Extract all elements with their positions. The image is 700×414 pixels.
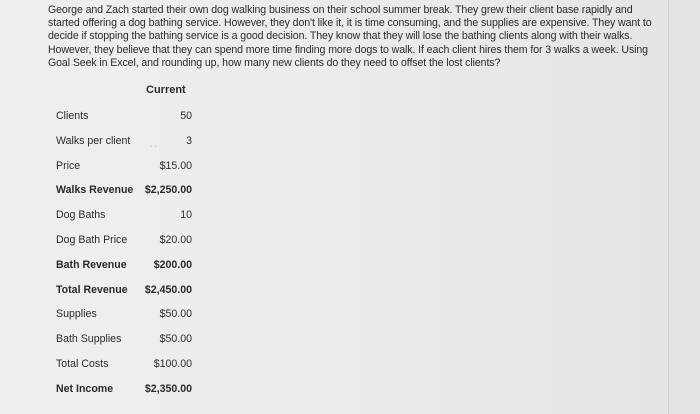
question-line: George and Zach started their own dog walking business on their school summer break. They grew their client base rapidly and [48, 4, 633, 16]
question-line: Goal Seek in Excel, and rounding up, how many new clients do they need to offset the lost clients? [48, 56, 501, 69]
row-value: $2,450.00 [144, 283, 192, 296]
row-value: 3 [186, 134, 192, 147]
column-header-current: Current [146, 84, 186, 96]
row-value: $50.00 [159, 308, 192, 321]
row-label: Bath Revenue [56, 258, 127, 271]
row-label: Clients [56, 110, 89, 122]
row-value: $20.00 [159, 233, 192, 246]
table-row [54, 180, 204, 205]
stray-mark: · · [150, 142, 157, 150]
row-value: $2,350.00 [144, 382, 192, 395]
table-row [54, 230, 204, 255]
row-value: $200.00 [153, 258, 192, 271]
row-label: Price [56, 159, 81, 172]
row-label: Total Costs [56, 357, 109, 370]
table-row [54, 329, 204, 354]
row-label: Dog Baths [56, 209, 106, 222]
table-row [54, 280, 204, 305]
row-label: Total Revenue [56, 283, 128, 296]
row-value: $100.00 [153, 357, 192, 370]
table-row [54, 379, 204, 404]
table-row [54, 304, 204, 329]
row-value: $50.00 [159, 333, 192, 346]
row-label: Dog Bath Price [56, 233, 128, 246]
row-label: Walks per client [56, 134, 131, 147]
page-edge [668, 0, 669, 414]
row-value: 10 [180, 209, 192, 222]
row-label: Walks Revenue [56, 184, 134, 197]
income-table [54, 106, 204, 404]
table-row [54, 106, 204, 131]
table-row [54, 255, 204, 280]
row-label: Net Income [56, 382, 114, 395]
row-value: $15.00 [159, 159, 192, 172]
question-line: decide if stopping the bathing service is a good decision. They know that they will lose the bathing clients along with their walks. [48, 30, 633, 43]
table-row [54, 156, 204, 181]
table-row [54, 354, 204, 379]
question-text [48, 4, 668, 70]
table-row [54, 205, 204, 230]
row-value: 50 [180, 110, 192, 122]
row-label: Supplies [56, 308, 97, 321]
question-line: However, they believe that they can spend more time finding more dogs to walk. If each client hires them for 3 walks a week. Using [48, 43, 648, 56]
question-line: started offering a dog bathing service. However, they don't like it, it is time consuming, and the supplies are expensive. They want to [48, 17, 652, 30]
table-row [54, 131, 204, 156]
row-value: $2,250.00 [144, 184, 192, 197]
row-label: Bath Supplies [56, 333, 122, 346]
